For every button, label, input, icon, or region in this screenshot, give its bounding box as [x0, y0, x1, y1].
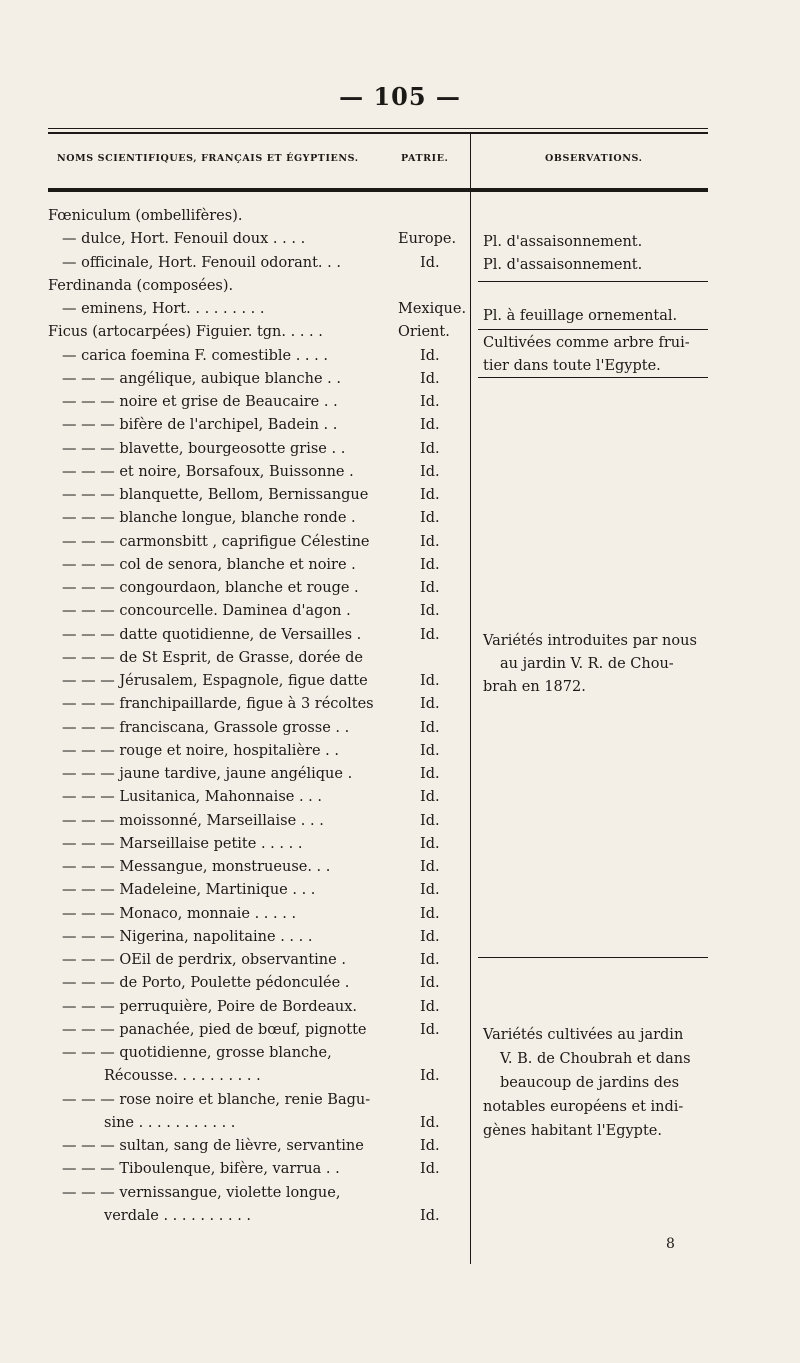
- table-row: [0, 1068, 470, 1091]
- plant-name: — — — Jérusalem, Espagnole, figue datte: [62, 673, 368, 689]
- table-row: [0, 650, 470, 673]
- observation-6-line-4: notables européens et indi-: [483, 1099, 684, 1115]
- patrie-value: Id.: [420, 1207, 440, 1224]
- table-row: [0, 580, 470, 603]
- plant-name: — — — panachée, pied de bœuf, pignotte: [62, 1021, 367, 1038]
- patrie-value: Id.: [420, 1068, 440, 1085]
- table-row: [0, 255, 470, 278]
- table-row: [0, 1138, 470, 1161]
- patrie-value: Id.: [420, 673, 440, 689]
- observation-5-line-1: Variétés introduites par nous: [483, 633, 697, 649]
- observation-6-line-2: V. B. de Choubrah et dans: [500, 1051, 691, 1067]
- table-row: [0, 603, 470, 626]
- patrie-value: Id.: [420, 626, 440, 643]
- plant-name: — — — OEil de perdrix, observantine .: [62, 952, 346, 968]
- plant-name: — — — franchipaillarde, figue à 3 récoltes: [62, 696, 374, 713]
- top-rule: [48, 128, 708, 129]
- patrie-value: Id.: [420, 928, 440, 945]
- plant-name: — eminens, Hort. . . . . . . . .: [62, 301, 265, 317]
- plant-name: — — — concourcelle. Daminea d'agon .: [62, 603, 351, 620]
- plant-name: sine . . . . . . . . . . .: [104, 1114, 236, 1131]
- patrie-value: Id.: [420, 998, 440, 1015]
- header-rule: [48, 188, 708, 192]
- patrie-value: Mexique.: [398, 301, 467, 317]
- table-row: [0, 464, 470, 487]
- plant-name: — — — Messangue, monstrueuse. . .: [62, 859, 331, 875]
- column-header-observations: OBSERVATIONS.: [545, 153, 643, 164]
- plant-name: — — — datte quotidienne, de Versailles .: [62, 626, 362, 643]
- column-header-patrie: PATRIE.: [401, 153, 449, 164]
- plant-name: — — — Monaco, monnaie . . . . .: [62, 905, 297, 922]
- patrie-value: Id.: [420, 1021, 440, 1038]
- patrie-value: Id.: [420, 254, 440, 271]
- page-number: — 105 —: [339, 82, 461, 111]
- table-row: [0, 231, 470, 254]
- table-row: [0, 348, 470, 371]
- patrie-value: Id.: [420, 859, 440, 875]
- table-row: [0, 836, 470, 859]
- patrie-value: Id.: [420, 766, 440, 782]
- plant-name: — carica foemina F. comestible . . . .: [62, 347, 328, 364]
- column-header-names: NOMS SCIENTIFIQUES, FRANÇAIS ET ÉGYPTIENS.: [57, 153, 359, 164]
- plant-name: — — — sultan, sang de lièvre, servantine: [62, 1138, 364, 1154]
- patrie-value: Id.: [420, 533, 440, 550]
- plant-name: — — — et noire, Borsafoux, Buissonne .: [62, 463, 354, 480]
- plant-name: — — — de Porto, Poulette pédonculée .: [62, 975, 350, 992]
- patrie-value: Id.: [420, 1161, 440, 1178]
- plant-name: — dulce, Hort. Fenouil doux . . . .: [62, 231, 306, 248]
- patrie-value: Id.: [420, 835, 440, 852]
- plant-name: Ficus (artocarpées) Figuier. tgn. . . . .: [48, 324, 323, 341]
- table-row: [0, 1161, 470, 1184]
- table-row: [0, 487, 470, 510]
- table-row: [0, 813, 470, 836]
- table-row: [0, 324, 470, 347]
- plant-name: — — — rose noire et blanche, renie Bagu-: [62, 1091, 371, 1108]
- patrie-value: Id.: [420, 789, 440, 806]
- table-row: [0, 766, 470, 789]
- plant-name: — — — Madeleine, Martinique . . .: [62, 882, 316, 899]
- patrie-value: Id.: [420, 882, 440, 899]
- patrie-value: Id.: [420, 347, 440, 364]
- table-row: [0, 1208, 470, 1231]
- table-row: [0, 720, 470, 743]
- table-row: [0, 1045, 470, 1068]
- observation-divider: [478, 329, 708, 330]
- signature-number: 8: [666, 1236, 675, 1252]
- table-row: [0, 1115, 470, 1138]
- plant-name: verdale . . . . . . . . . .: [104, 1207, 252, 1224]
- plant-name: — — — de St Esprit, de Grasse, dorée de: [62, 649, 363, 666]
- observation-6-line-1: Variétés cultivées au jardin: [483, 1027, 684, 1043]
- plant-name: — — — franciscana, Grassole grosse . .: [62, 719, 350, 736]
- observation-4-line-2: tier dans toute l'Egypte.: [483, 358, 661, 374]
- table-row: [0, 557, 470, 580]
- table-row: [0, 882, 470, 905]
- patrie-value: Id.: [420, 952, 440, 968]
- patrie-value: Id.: [420, 696, 440, 713]
- observation-6-line-5: gènes habitant l'Egypte.: [483, 1123, 662, 1139]
- patrie-value: Id.: [420, 1138, 440, 1154]
- table-row: [0, 789, 470, 812]
- patrie-value: Orient.: [398, 324, 450, 341]
- patrie-value: Id.: [420, 417, 440, 434]
- table-row: [0, 627, 470, 650]
- table-row: [0, 534, 470, 557]
- patrie-value: Id.: [420, 975, 440, 992]
- patrie-value: Id.: [420, 370, 440, 387]
- table-row: [0, 278, 470, 301]
- table-row: [0, 975, 470, 998]
- plant-name: — — — jaune tardive, jaune angélique .: [62, 766, 353, 782]
- observation-divider: [478, 281, 708, 282]
- patrie-value: Id.: [420, 580, 440, 596]
- table-row: [0, 696, 470, 719]
- table-row: [0, 743, 470, 766]
- table-row: [0, 371, 470, 394]
- plant-name: Ferdinanda (composées).: [48, 277, 234, 294]
- table-row: [0, 417, 470, 440]
- patrie-value: Id.: [420, 719, 440, 736]
- plant-name: — officinale, Hort. Fenouil odorant. . .: [62, 254, 341, 271]
- plant-name: — — — Marseillaise petite . . . . .: [62, 835, 303, 852]
- plant-name: — — — moissonné, Marseillaise . . .: [62, 812, 324, 829]
- patrie-value: Id.: [420, 1114, 440, 1131]
- plant-name: — — — perruquière, Poire de Bordeaux.: [62, 998, 358, 1015]
- table-row: [0, 1022, 470, 1045]
- table-row: [0, 1185, 470, 1208]
- table-row: [0, 441, 470, 464]
- table-row: [0, 394, 470, 417]
- observation-5-line-2: au jardin V. R. de Chou-: [500, 656, 674, 672]
- table-row: [0, 208, 470, 231]
- plant-name: — — — col de senora, blanche et noire .: [62, 556, 356, 573]
- patrie-value: Id.: [420, 487, 440, 503]
- plant-name: — — — blanquette, Bellom, Bernissangue: [62, 487, 369, 503]
- table-row: [0, 510, 470, 533]
- column-separator: [470, 134, 471, 1264]
- patrie-value: Id.: [420, 440, 440, 457]
- patrie-value: Id.: [420, 556, 440, 573]
- plant-name: — — — Lusitanica, Mahonnaise . . .: [62, 789, 323, 806]
- plant-name: — — — blanche longue, blanche ronde .: [62, 510, 356, 527]
- observation-1: Pl. d'assaisonnement.: [483, 234, 643, 250]
- patrie-value: Id.: [420, 905, 440, 922]
- plant-name: — — — angélique, aubique blanche . .: [62, 370, 341, 387]
- plant-name: — — — bifère de l'archipel, Badein . .: [62, 417, 338, 434]
- plant-name: Récousse. . . . . . . . . .: [104, 1068, 261, 1085]
- table-row: [0, 952, 470, 975]
- observation-3: Pl. à feuillage ornemental.: [483, 308, 678, 324]
- patrie-value: Id.: [420, 463, 440, 480]
- patrie-value: Id.: [420, 742, 440, 759]
- top-rule-double: [48, 132, 708, 134]
- table-row: [0, 301, 470, 324]
- patrie-value: Id.: [420, 812, 440, 829]
- patrie-value: Id.: [420, 394, 440, 410]
- observation-4-line-1: Cultivées comme arbre frui-: [483, 335, 690, 351]
- plant-name: — — — carmonsbitt , caprifigue Célestine: [62, 533, 370, 550]
- plant-name: — — — vernissangue, violette longue,: [62, 1184, 341, 1201]
- plant-name: — — — noire et grise de Beaucaire . .: [62, 394, 338, 410]
- observation-2: Pl. d'assaisonnement.: [483, 257, 643, 273]
- patrie-value: Id.: [420, 603, 440, 620]
- plant-name: — — — quotidienne, grosse blanche,: [62, 1045, 332, 1061]
- plant-name: — — — congourdaon, blanche et rouge .: [62, 580, 359, 596]
- plant-name: — — — rouge et noire, hospitalière . .: [62, 742, 339, 759]
- plant-name: — — — Nigerina, napolitaine . . . .: [62, 928, 313, 945]
- table-row: [0, 906, 470, 929]
- table-row: [0, 859, 470, 882]
- observation-6-line-3: beaucoup de jardins des: [500, 1075, 680, 1091]
- table-row: [0, 1092, 470, 1115]
- plant-name: Fœniculum (ombellifères).: [48, 208, 243, 224]
- table-row: [0, 929, 470, 952]
- table-row: [0, 673, 470, 696]
- plant-name: — — — blavette, bourgeosotte grise . .: [62, 440, 346, 457]
- patrie-value: Europe.: [398, 231, 457, 248]
- patrie-value: Id.: [420, 510, 440, 527]
- observation-divider: [478, 377, 708, 378]
- plant-name: — — — Tiboulenque, bifère, varrua . .: [62, 1161, 340, 1178]
- table-row: [0, 999, 470, 1022]
- observation-divider: [478, 957, 708, 958]
- observation-5-line-3: brah en 1872.: [483, 679, 586, 695]
